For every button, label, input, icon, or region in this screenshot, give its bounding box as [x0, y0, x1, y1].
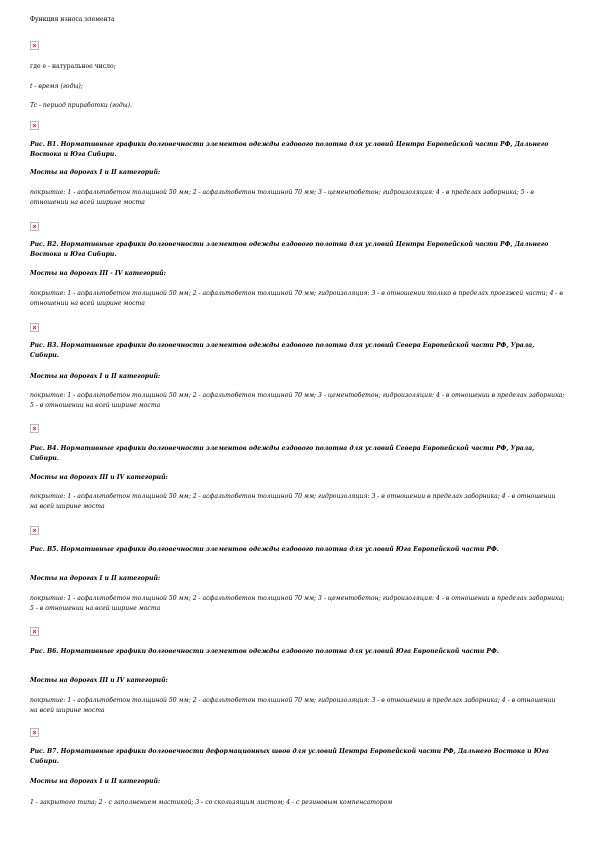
broken-image-icon [30, 424, 39, 433]
figure-subtitle: Мосты на дорогах I и II категорий: [30, 169, 161, 176]
figure-caption: Рис. В1. Нормативные графики долговечности элементов одежды ездового полотна для условий Центра Европейской части РФ, Дальнего Востока и Юга Сибири. [30, 141, 549, 159]
broken-image-icon [30, 627, 39, 636]
figure-caption: Рис. В3. Нормативные графики долговечности элементов одежды ездового полотна для условий Севера Европейской части РФ, Урала, Сибири. [30, 342, 535, 360]
broken-image-icon [30, 121, 39, 130]
figure-caption: Рис. В6. Нормативные графики долговечности элементов одежды ездового полотна для условий Юга Европейской части РФ. [30, 648, 499, 655]
figure-legend: покрытие: 1 - асфальтобетон толщиной 50 мм; 2 - асфальтобетон толщиной 70 мм; гидроизоляция: 3 - в отношении только в пределах проезжей части; 4 - в отношении на всей ширине моста [30, 290, 563, 308]
figure-subtitle: Мосты на дорогах III и IV категорий: [30, 474, 168, 481]
tc-line: Tc - период приработки (годы). [30, 102, 132, 109]
where-line: где e - натуральное число; [30, 63, 116, 70]
figure-subtitle: Мосты на дорогах I и II категорий: [30, 373, 161, 380]
figure-subtitle: Мосты на дорогах I и II категорий: [30, 575, 161, 582]
figure-legend: покрытие: 1 - асфальтобетон толщиной 50 мм; 2 - асфальтобетон толщиной 70 мм; 3 - цементобетон; гидроизоляция: 4 - в пределах заборника; 5 - в отношении на всей ширине моста [30, 189, 534, 207]
broken-image-icon [30, 323, 39, 332]
intro-title: Функция износа элемента [30, 16, 115, 23]
figure-subtitle: Мосты на дорогах III - IV категорий: [30, 270, 166, 277]
broken-image-icon [30, 222, 39, 231]
figure-caption: Рис. В2. Нормативные графики долговечности элементов одежды ездового полотна для условий Центра Европейской части РФ, Дальнего Востока и Юга Сибири. [30, 241, 549, 259]
broken-image-icon [30, 728, 39, 737]
broken-image-icon [30, 526, 39, 535]
figure-legend: покрытие: 1 - асфальтобетон толщиной 50 мм; 2 - асфальтобетон толщиной 70 мм; 3 - цементобетон; гидроизоляция: 4 - в отношении в пределах заборника; 5 - в отношении на всей ширине моста [30, 392, 565, 410]
figure-subtitle: Мосты на дорогах I и II категорий: [30, 778, 161, 785]
figure-legend: 1 - закрытого типа; 2 - с заполнением мастикой; 3 - со скользящим листом; 4 - с резиновым компенсатором [30, 799, 393, 806]
figure-subtitle: Мосты на дорогах III и IV категорий: [30, 677, 168, 684]
figure-legend: покрытие: 1 - асфальтобетон толщиной 50 мм; 2 - асфальтобетон толщиной 70 мм; гидроизоляция: 3 - в отношении в пределах заборника; 4 - в отношении на всей ширине моста [30, 697, 556, 715]
figure-legend: покрытие: 1 - асфальтобетон толщиной 50 мм; 2 - асфальтобетон толщиной 70 мм; 3 - цементобетон; гидроизоляция: 4 - в отношении в пределах заборника; 5 - в отношении на всей ширине моста [30, 595, 565, 613]
figure-caption: Рис. В5. Нормативные графики долговечности элементов одежды ездового полотна для условий Юга Европейской части РФ. [30, 546, 499, 553]
figure-legend: покрытие: 1 - асфальтобетон толщиной 50 мм; 2 - асфальтобетон толщиной 70 мм; гидроизоляция: 3 - в отношении в пределах заборника; 4 - в отношении на всей ширине моста [30, 493, 556, 511]
figure-caption: Рис. В4. Нормативные графики долговечности элементов одежды ездового полотна для условий Севера Европейской части РФ, Урала, Сибири. [30, 445, 535, 463]
broken-image-icon [30, 41, 39, 50]
figure-caption: Рис. В7. Нормативные графики долговечности деформационных швов для условий Центра Европейской части РФ, Дальнего Востока и Юга Сибири. [30, 748, 549, 766]
t-line: t - время (годы); [30, 83, 83, 90]
